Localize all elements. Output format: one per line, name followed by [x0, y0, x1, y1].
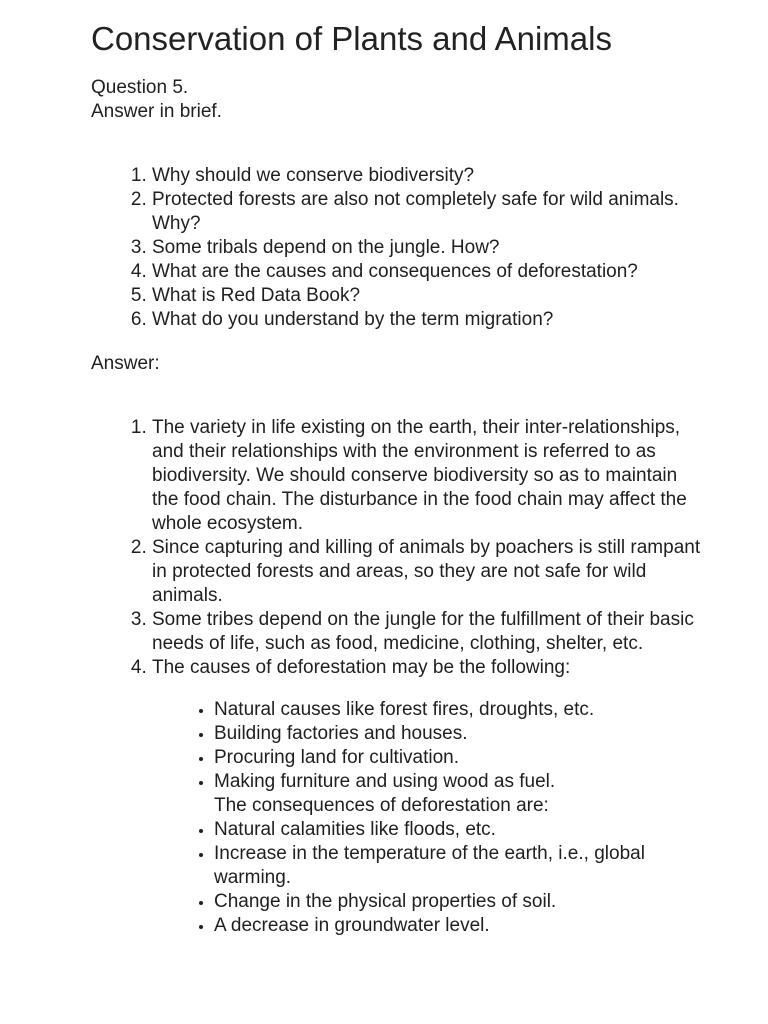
- question-item: 5. What is Red Data Book?: [152, 284, 708, 308]
- questions-list: [91, 164, 708, 332]
- question-label: Question 5.: [91, 77, 189, 98]
- bullet-item: • A decrease in groundwater level.: [214, 914, 708, 938]
- answer-label: Answer:: [91, 353, 160, 374]
- bullet-item: • Increase in the temperature of the earth, i.e., global warming.: [214, 842, 708, 890]
- question-item: 6. What do you understand by the term migration?: [152, 308, 708, 332]
- answers-list: [91, 416, 708, 938]
- answer-item: [152, 656, 708, 938]
- question-item: 3. Some tribals depend on the jungle. How?: [152, 236, 708, 260]
- answer-item: 2. Since capturing and killing of animals by poachers is still rampant in protected forests and areas, so they are not safe for wild animals.: [152, 536, 708, 608]
- bullet-item: • Procuring land for cultivation.: [214, 746, 708, 770]
- answer-text: The causes of deforestation may be the following:: [152, 657, 571, 678]
- bullet-item: [214, 770, 708, 818]
- answer-item: 3. Some tribes depend on the jungle for the fulfillment of their basic needs of life, such as food, medicine, clothing, shelter, etc.: [152, 608, 708, 656]
- bullet-item: • Change in the physical properties of soil.: [214, 890, 708, 914]
- bullet-item: • Natural calamities like floods, etc.: [214, 818, 708, 842]
- bullet-item: • Building factories and houses.: [214, 722, 708, 746]
- instruction-text: Answer in brief.: [91, 101, 222, 122]
- question-item: 1. Why should we conserve biodiversity?: [152, 164, 708, 188]
- question-item: 2. Protected forests are also not completely safe for wild animals. Why?: [152, 188, 708, 236]
- consequences-intro: The consequences of deforestation are:: [214, 795, 549, 816]
- answer-item: 1. The variety in life existing on the earth, their inter-relationships, and their relationships with the environment is referred to as biodiversity. We should conserve biodiversity so as to maintain the food chain. The disturbance in the food chain may affect the whole ecosystem.: [152, 416, 708, 536]
- bullet-text: • Making furniture and using wood as fuel.: [214, 771, 556, 792]
- page-title: Conservation of Plants and Animals: [91, 20, 612, 57]
- bullet-item: • Natural causes like forest fires, droughts, etc.: [214, 698, 708, 722]
- deforestation-list: [152, 698, 708, 938]
- question-item: 4. What are the causes and consequences of deforestation?: [152, 260, 708, 284]
